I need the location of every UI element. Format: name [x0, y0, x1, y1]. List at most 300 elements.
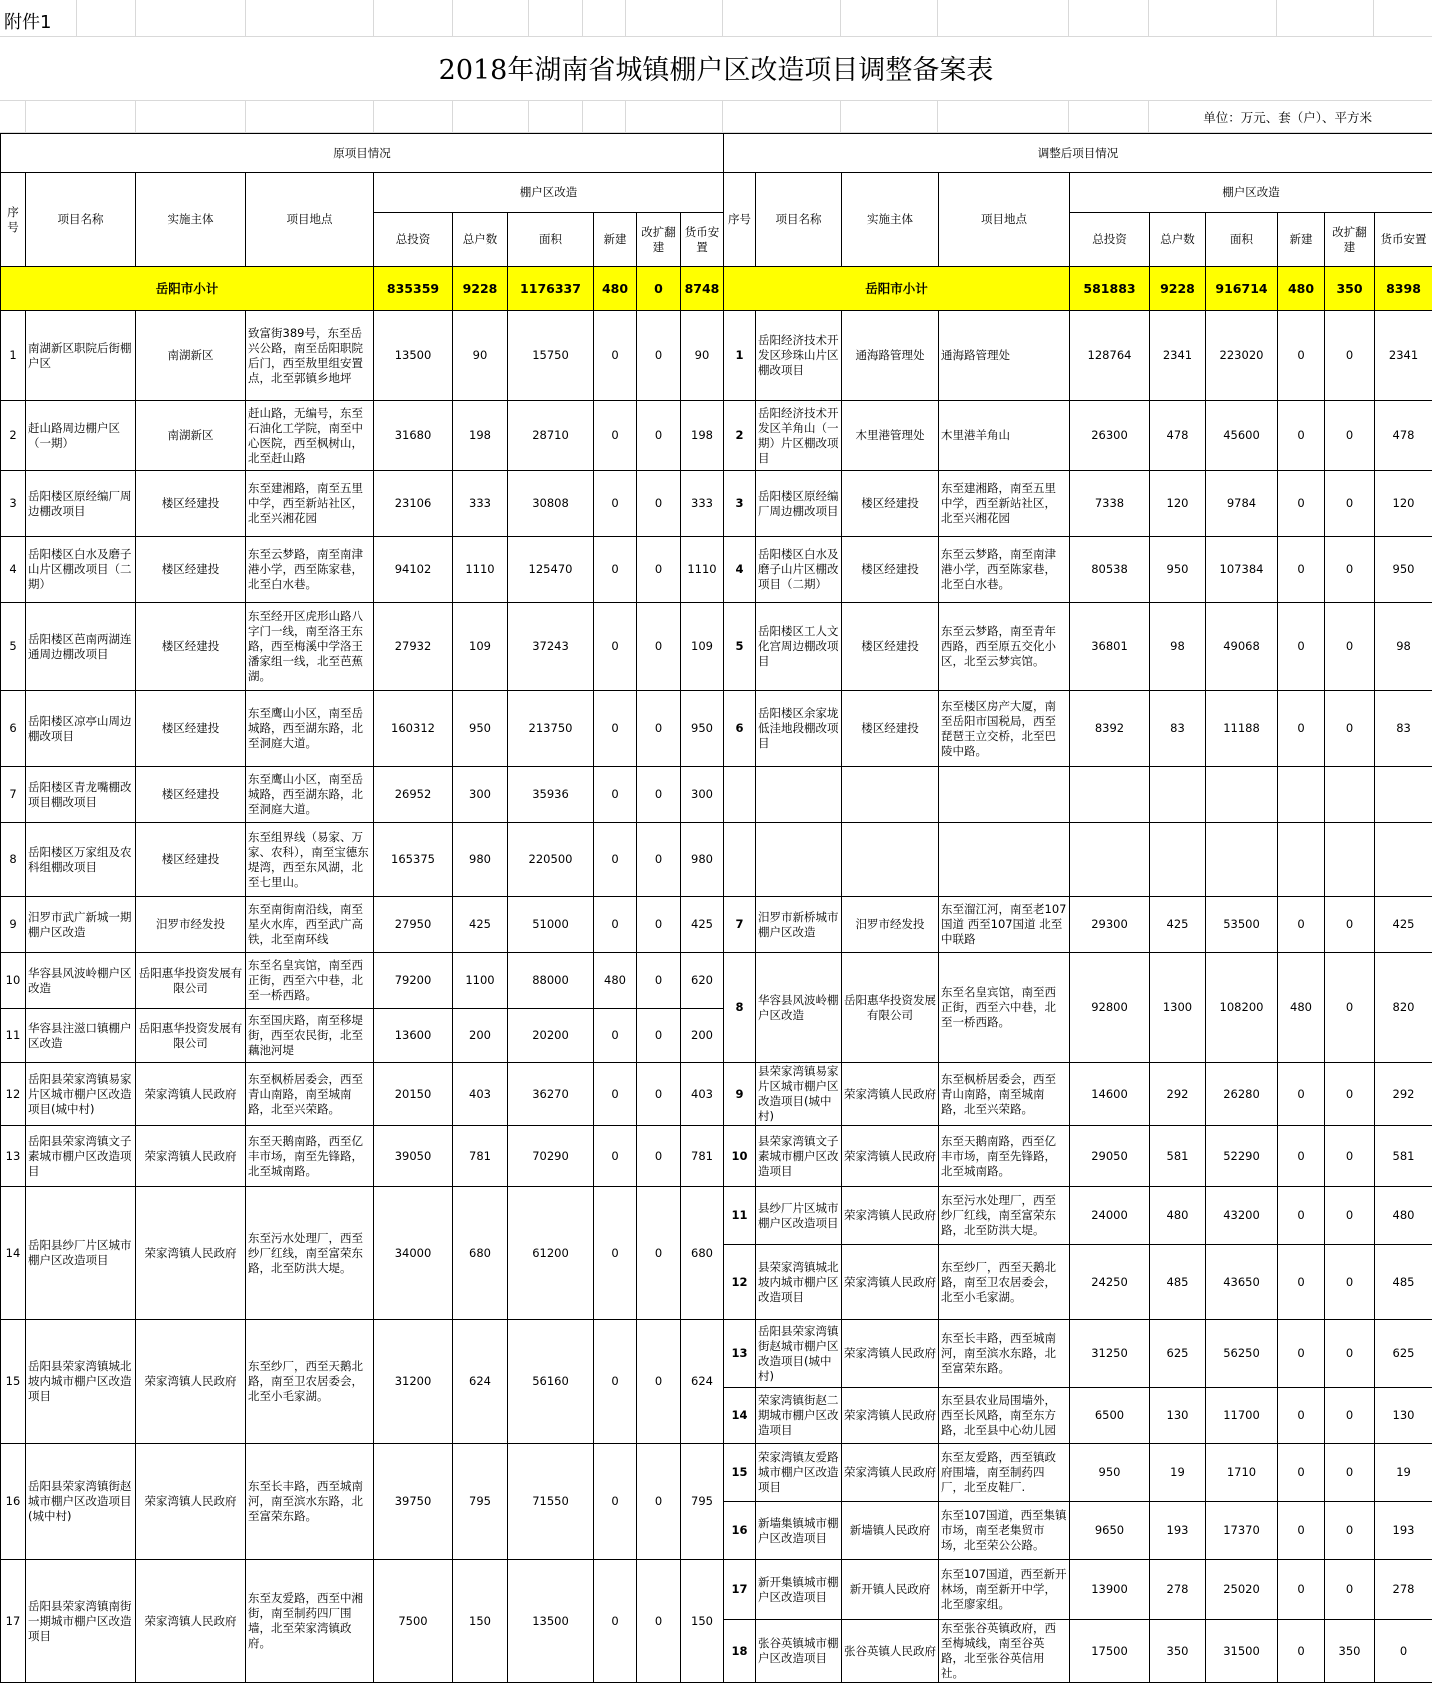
- row-name: 岳阳楼区青龙嘴棚改项目棚改项目: [26, 767, 136, 823]
- row-invest: 79200: [374, 953, 453, 1009]
- row-area: 43650: [1206, 1245, 1278, 1320]
- row-name: 华容县风波岭棚户区改造: [756, 953, 842, 1063]
- row-location: 东至国庆路，南至移堤街，西至农民街，北至藕池河堤: [246, 1009, 374, 1063]
- row-households: 950: [453, 691, 508, 767]
- row-name: 岳阳县荣家湾镇街赵城市棚户区改造项目(城中村): [26, 1444, 136, 1560]
- row-rebuild: 0: [637, 953, 681, 1009]
- row-households: 98: [1150, 603, 1206, 691]
- subtotal-value: 0: [637, 267, 681, 311]
- row-invest: 39050: [374, 1126, 453, 1187]
- row-invest: 36801: [1070, 603, 1150, 691]
- row-area: 45600: [1206, 401, 1278, 471]
- row-rebuild: 0: [637, 691, 681, 767]
- subtotal-value: 8748: [681, 267, 724, 311]
- row-org: 岳阳惠华投资发展有限公司: [136, 1009, 246, 1063]
- row-name: 华容县风波岭棚户区改造: [26, 953, 136, 1009]
- row-name: 县荣家湾镇文子素城市棚户区改造项目: [756, 1126, 842, 1187]
- empty-cell: [1150, 767, 1206, 823]
- row-cash: 624: [681, 1320, 724, 1444]
- empty-cell: [1150, 823, 1206, 897]
- row-area: 15750: [508, 311, 594, 401]
- empty-cell: [756, 767, 842, 823]
- row-org: 楼区经建投: [136, 603, 246, 691]
- subtotal-value: 835359: [374, 267, 453, 311]
- households-header: 总户数: [453, 213, 508, 267]
- row-area: 71550: [508, 1444, 594, 1560]
- row-name: 岳阳楼区万家组及农科组棚改项目: [26, 823, 136, 897]
- row-location: 东至经开区虎形山路八字门一线，南至洛王东路，西至梅溪中学洛王潘家组一线，北至芭蕉湖。: [246, 603, 374, 691]
- row-new: 0: [1278, 1187, 1325, 1245]
- row-name: 汨罗市新桥城市棚户区改造: [756, 897, 842, 953]
- row-households: 350: [1150, 1620, 1206, 1683]
- name-header-right: 项目名称: [756, 173, 842, 267]
- invest-header: 总投资: [374, 213, 453, 267]
- row-org: 岳阳惠华投资发展有限公司: [136, 953, 246, 1009]
- row-location: 东至名皇宾馆，南至西正街，西至六中巷，北至一桥西路。: [939, 953, 1070, 1063]
- subtotal-label-right: 岳阳市小计: [724, 267, 1070, 311]
- row-rebuild: 0: [637, 471, 681, 537]
- row-area: 213750: [508, 691, 594, 767]
- row-name: 县荣家湾镇城北坡内城市棚户区改造项目: [756, 1245, 842, 1320]
- row-invest: 20150: [374, 1063, 453, 1126]
- row-location: 致富街389号，东至岳兴公路，南至岳阳职院后门，西至敖里组安置点，北至郭镇乡地坪: [246, 311, 374, 401]
- row-name: 汨罗市武广新城一期棚户区改造: [26, 897, 136, 953]
- row-invest: 14600: [1070, 1063, 1150, 1126]
- row-rebuild: 0: [1325, 1388, 1375, 1444]
- row-new: 0: [1278, 471, 1325, 537]
- row-households: 425: [453, 897, 508, 953]
- row-org: 楼区经建投: [842, 471, 939, 537]
- row-invest: 94102: [374, 537, 453, 603]
- row-org: 楼区经建投: [136, 471, 246, 537]
- row-seq: 13: [1, 1126, 26, 1187]
- row-new: 0: [594, 1009, 637, 1063]
- name-header: 项目名称: [26, 173, 136, 267]
- row-org: 荣家湾镇人民政府: [842, 1187, 939, 1245]
- row-new: 0: [594, 1187, 637, 1320]
- row-area: 125470: [508, 537, 594, 603]
- row-cash: 333: [681, 471, 724, 537]
- new-header-right: 新建: [1278, 213, 1325, 267]
- row-new: 0: [1278, 401, 1325, 471]
- row-location: 东至云梦路，南至青年西路，西至原五交化小区，北至云梦宾馆。: [939, 603, 1070, 691]
- row-invest: 17500: [1070, 1620, 1150, 1683]
- table-row: [1, 1560, 1432, 1620]
- row-location: 东至污水处理厂，西至纱厂红线，南至富荣东路，北至防洪大堤。: [246, 1187, 374, 1320]
- row-rebuild: 0: [1325, 1560, 1375, 1620]
- row-rebuild: 0: [1325, 953, 1375, 1063]
- row-households: 425: [1150, 897, 1206, 953]
- loc-header: 项目地点: [246, 173, 374, 267]
- row-invest: 92800: [1070, 953, 1150, 1063]
- table-row: [1, 897, 1432, 953]
- rebuild-header: 改扩翻建: [637, 213, 681, 267]
- subtotal-value-right: 9228: [1150, 267, 1206, 311]
- cash-header: 货币安置: [681, 213, 724, 267]
- row-cash: 83: [1375, 691, 1432, 767]
- row-cash: 130: [1375, 1388, 1432, 1444]
- row-seq: 7: [1, 767, 26, 823]
- row-rebuild: 0: [637, 767, 681, 823]
- row-new: 0: [1278, 1388, 1325, 1444]
- row-org: 楼区经建投: [842, 537, 939, 603]
- row-area: 35936: [508, 767, 594, 823]
- row-new: 0: [1278, 1126, 1325, 1187]
- row-cash: 820: [1375, 953, 1432, 1063]
- row-location: 东至枫桥居委会，西至青山南路，南至城南路，北至兴荣路。: [246, 1063, 374, 1126]
- table-row: [1, 767, 1432, 823]
- row-area: 70290: [508, 1126, 594, 1187]
- row-org: 楼区经建投: [842, 691, 939, 767]
- row-1: [0, 0, 1432, 37]
- row-rebuild: 0: [1325, 1245, 1375, 1320]
- row-households: 980: [453, 823, 508, 897]
- row-households: 90: [453, 311, 508, 401]
- row-rebuild: 0: [637, 897, 681, 953]
- row-name: 新开集镇城市棚户区改造项目: [756, 1560, 842, 1620]
- row-location: 东至鹰山小区，南至岳城路，西至湖东路，北至洞庭大道。: [246, 691, 374, 767]
- row-location: 东至天鹅南路，西至亿丰市场，南至先锋路，北至城南路。: [939, 1126, 1070, 1187]
- row-rebuild: 0: [637, 537, 681, 603]
- row-new: 0: [594, 691, 637, 767]
- subtotal-label: 岳阳市小计: [1, 267, 374, 311]
- row-name: 县纱厂片区城市棚户区改造项目: [756, 1187, 842, 1245]
- row-households: 193: [1150, 1502, 1206, 1560]
- unit-label: 单位：万元、套（户）、平方米: [1203, 108, 1372, 126]
- empty-cell: [1206, 767, 1278, 823]
- row-invest: 27932: [374, 603, 453, 691]
- adj-section-header: 调整后项目情况: [724, 134, 1432, 173]
- row-area: 28710: [508, 401, 594, 471]
- row-rebuild: 0: [1325, 401, 1375, 471]
- row-households: 480: [1150, 1187, 1206, 1245]
- row-seq: 15: [1, 1320, 26, 1444]
- table-body: [1, 311, 1432, 1683]
- row-new: 0: [1278, 1444, 1325, 1502]
- row-seq: 9: [724, 1063, 756, 1126]
- row-households: 2341: [1150, 311, 1206, 401]
- row-name: 岳阳楼区凉亭山周边棚改项目: [26, 691, 136, 767]
- row-location: 通海路管理处: [939, 311, 1070, 401]
- row-rebuild: 0: [1325, 1187, 1375, 1245]
- subtotal-value-right: 350: [1325, 267, 1375, 311]
- table-row: [1, 401, 1432, 471]
- row-new: 0: [594, 1320, 637, 1444]
- table-row: [1, 471, 1432, 537]
- row-households: 120: [1150, 471, 1206, 537]
- row-rebuild: 0: [637, 311, 681, 401]
- row-org: 新开镇人民政府: [842, 1560, 939, 1620]
- seq-header-right: 序号: [724, 173, 756, 267]
- row-new: 0: [1278, 537, 1325, 603]
- row-invest: 13900: [1070, 1560, 1150, 1620]
- row-location: 东至友爱路，西至镇政府围墙，南至制药四厂，北至皮鞋厂.: [939, 1444, 1070, 1502]
- empty-cell: [1206, 823, 1278, 897]
- row-area: 51000: [508, 897, 594, 953]
- row-households: 198: [453, 401, 508, 471]
- row-invest: 6500: [1070, 1388, 1150, 1444]
- row-cash: 0: [1375, 1620, 1432, 1683]
- table-row: [1, 953, 1432, 1009]
- row-seq: 11: [724, 1187, 756, 1245]
- table-row: [1, 603, 1432, 691]
- row-rebuild: 0: [637, 1560, 681, 1683]
- attachment-label: 附件1: [4, 8, 51, 34]
- row-name: 岳阳县荣家湾镇南街一期城市棚户区改造项目: [26, 1560, 136, 1683]
- row-cash: 292: [1375, 1063, 1432, 1126]
- row-cash: 581: [1375, 1126, 1432, 1187]
- row-rebuild: 0: [1325, 1063, 1375, 1126]
- org-header-right: 实施主体: [842, 173, 939, 267]
- row-cash: 278: [1375, 1560, 1432, 1620]
- empty-cell: [842, 767, 939, 823]
- data-table-wrapper: [0, 133, 1432, 1683]
- row-cash: 425: [1375, 897, 1432, 953]
- row-name: 岳阳县荣家湾镇街赵城市棚户区改造项目(城中村): [756, 1320, 842, 1388]
- row-org: 楼区经建投: [136, 823, 246, 897]
- row-households: 581: [1150, 1126, 1206, 1187]
- empty-cell: [1278, 767, 1325, 823]
- empty-cell: [1325, 767, 1375, 823]
- row-invest: 26952: [374, 767, 453, 823]
- subtotal-value-right: 916714: [1206, 267, 1278, 311]
- row-seq: 6: [724, 691, 756, 767]
- row-org: 木里港管理处: [842, 401, 939, 471]
- row-location: 东至建湘路，南至五里中学，西至新站社区，北至兴湘花园: [246, 471, 374, 537]
- row-name: 岳阳楼区原经编厂周边棚改项目: [26, 471, 136, 537]
- row-cash: 485: [1375, 1245, 1432, 1320]
- row-invest: 80538: [1070, 537, 1150, 603]
- row-name: 荣家湾镇友爱路城市棚户区改造项目: [756, 1444, 842, 1502]
- row-location: 东至长丰路，西至城南河，南至滨水东路，北至富荣东路。: [246, 1444, 374, 1560]
- row-cash: 90: [681, 311, 724, 401]
- row-name: 岳阳县荣家湾镇文子素城市棚户区改造项目: [26, 1126, 136, 1187]
- row-invest: 29300: [1070, 897, 1150, 953]
- row-location: 东至南街南沿线，南至星火水库，西至武广高铁，北至南环线: [246, 897, 374, 953]
- row-org: 荣家湾镇人民政府: [842, 1245, 939, 1320]
- row-rebuild: 0: [637, 1126, 681, 1187]
- row-new: 0: [594, 897, 637, 953]
- shed-header-right: 棚户区改造: [1070, 173, 1432, 213]
- row-cash: 950: [681, 691, 724, 767]
- row-location: 东至污水处理厂，西至纱厂红线，南至富荣东路，北至防洪大堤。: [939, 1187, 1070, 1245]
- row-invest: 7338: [1070, 471, 1150, 537]
- row-location: 东至107国道，西至新开林场，南至新开中学，北至廖家组。: [939, 1560, 1070, 1620]
- row-name: 赶山路周边棚户区（一期）: [26, 401, 136, 471]
- row-area: 52290: [1206, 1126, 1278, 1187]
- row-rebuild: 0: [637, 1320, 681, 1444]
- row-area: 88000: [508, 953, 594, 1009]
- empty-cell: [1278, 823, 1325, 897]
- row-seq: 8: [724, 953, 756, 1063]
- row-households: 624: [453, 1320, 508, 1444]
- row-area: 20200: [508, 1009, 594, 1063]
- row-area: 30808: [508, 471, 594, 537]
- row-org: 荣家湾镇人民政府: [842, 1444, 939, 1502]
- row-rebuild: 0: [1325, 1126, 1375, 1187]
- row-invest: 8392: [1070, 691, 1150, 767]
- row-new: 0: [1278, 1245, 1325, 1320]
- row-rebuild: 0: [1325, 897, 1375, 953]
- row-area: 223020: [1206, 311, 1278, 401]
- row-org: 新墙镇人民政府: [842, 1502, 939, 1560]
- row-location: 东至溜江河，南至老107国道 西至107国道 北至中联路: [939, 897, 1070, 953]
- row-rebuild: 0: [637, 1187, 681, 1320]
- row-cash: 2341: [1375, 311, 1432, 401]
- row-invest: 39750: [374, 1444, 453, 1560]
- table-row: [1, 311, 1432, 401]
- row-households: 680: [453, 1187, 508, 1320]
- subtotal-value: 9228: [453, 267, 508, 311]
- row-area: 37243: [508, 603, 594, 691]
- row-seq: 18: [724, 1620, 756, 1683]
- page-title: 2018年湖南省城镇棚户区改造项目调整备案表: [0, 48, 1432, 87]
- row-cash: 480: [1375, 1187, 1432, 1245]
- row-new: 0: [1278, 603, 1325, 691]
- empty-cell: [1070, 823, 1150, 897]
- row-org: 荣家湾镇人民政府: [842, 1063, 939, 1126]
- row-cash: 795: [681, 1444, 724, 1560]
- row-rebuild: 0: [637, 1063, 681, 1126]
- row-new: 0: [594, 537, 637, 603]
- row-seq: 10: [1, 953, 26, 1009]
- row-org: 楼区经建投: [136, 691, 246, 767]
- row-name: 岳阳经济技术开发区珍珠山片区棚改项目: [756, 311, 842, 401]
- row-name: 岳阳楼区芭南两湖连通周边棚改项目: [26, 603, 136, 691]
- row-seq: 5: [724, 603, 756, 691]
- row-area: 43200: [1206, 1187, 1278, 1245]
- table-row: [1, 1187, 1432, 1245]
- table-row: [1, 1320, 1432, 1388]
- row-seq: 10: [724, 1126, 756, 1187]
- row-org: 楼区经建投: [136, 767, 246, 823]
- row-name: 岳阳县荣家湾镇城北坡内城市棚户区改造项目: [26, 1320, 136, 1444]
- row-area: 220500: [508, 823, 594, 897]
- row-location: 木里港羊角山: [939, 401, 1070, 471]
- row-rebuild: 0: [1325, 537, 1375, 603]
- row-new: 0: [594, 471, 637, 537]
- row-org: 南湖新区: [136, 401, 246, 471]
- row-location: 东至纱厂，西至天鹅北路，南至卫农居委会，北至小毛家湖。: [939, 1245, 1070, 1320]
- row-name: 张谷英镇城市棚户区改造项目: [756, 1620, 842, 1683]
- row-invest: 13500: [374, 311, 453, 401]
- row-seq: 16: [1, 1444, 26, 1560]
- row-seq: 5: [1, 603, 26, 691]
- row-new: 0: [594, 1063, 637, 1126]
- row-seq: 7: [724, 897, 756, 953]
- row-location: 东至云梦路，南至南津港小学，西至陈家巷，北至白水巷。: [246, 537, 374, 603]
- row-rebuild: 0: [1325, 1502, 1375, 1560]
- row-rebuild: 0: [1325, 1320, 1375, 1388]
- row-seq: 17: [724, 1560, 756, 1620]
- row-invest: 31680: [374, 401, 453, 471]
- row-org: 汨罗市经发投: [136, 897, 246, 953]
- row-cash: 478: [1375, 401, 1432, 471]
- row-cash: 950: [1375, 537, 1432, 603]
- row-seq: 13: [724, 1320, 756, 1388]
- row-name: 岳阳县荣家湾镇易家片区城市棚户区改造项目(城中村): [26, 1063, 136, 1126]
- row-org: 荣家湾镇人民政府: [136, 1444, 246, 1560]
- row-location: 东至纱厂，西至天鹅北路，南至卫农居委会，北至小毛家湖。: [246, 1320, 374, 1444]
- empty-cell: [1070, 767, 1150, 823]
- row-area: 31500: [1206, 1620, 1278, 1683]
- row-new: 0: [594, 1560, 637, 1683]
- row-households: 1100: [453, 953, 508, 1009]
- orig-section-header: 原项目情况: [1, 134, 724, 173]
- row-new: 0: [1278, 311, 1325, 401]
- row-rebuild: 0: [637, 1444, 681, 1560]
- row-area: 17370: [1206, 1502, 1278, 1560]
- row-households: 1300: [1150, 953, 1206, 1063]
- row-invest: 160312: [374, 691, 453, 767]
- row-rebuild: 0: [1325, 691, 1375, 767]
- row-households: 200: [453, 1009, 508, 1063]
- row-seq: 3: [1, 471, 26, 537]
- empty-cell: [939, 823, 1070, 897]
- cash-header-right: 货币安置: [1375, 213, 1432, 267]
- row-seq: 11: [1, 1009, 26, 1063]
- row-area: 26280: [1206, 1063, 1278, 1126]
- row-households: 300: [453, 767, 508, 823]
- row-cash: 109: [681, 603, 724, 691]
- empty-cell: [1375, 823, 1432, 897]
- row-new: 0: [1278, 1560, 1325, 1620]
- row-seq: 2: [724, 401, 756, 471]
- table-row: [1, 1126, 1432, 1187]
- row-org: 荣家湾镇人民政府: [136, 1560, 246, 1683]
- new-header: 新建: [594, 213, 637, 267]
- subtotal-value: 1176337: [508, 267, 594, 311]
- row-org: 荣家湾镇人民政府: [842, 1388, 939, 1444]
- row-new: 0: [594, 1444, 637, 1560]
- row-rebuild: 0: [637, 823, 681, 897]
- area-header-right: 面积: [1206, 213, 1278, 267]
- row-households: 795: [453, 1444, 508, 1560]
- data-table: [0, 133, 1432, 1683]
- row-seq: 14: [724, 1388, 756, 1444]
- row-seq: 12: [1, 1063, 26, 1126]
- row-location: 东至建湘路，南至五里中学，西至新站社区，北至兴湘花园: [939, 471, 1070, 537]
- row-seq: 12: [724, 1245, 756, 1320]
- row-new: 0: [1278, 1502, 1325, 1560]
- invest-header-right: 总投资: [1070, 213, 1150, 267]
- row-location: 东至张谷英镇政府，西至梅城线，南至谷英路，北至张谷英信用社。: [939, 1620, 1070, 1683]
- row-org: 荣家湾镇人民政府: [842, 1320, 939, 1388]
- row-org: 南湖新区: [136, 311, 246, 401]
- row-name: 岳阳楼区原经编厂周边棚改项目: [756, 471, 842, 537]
- row-area: 1710: [1206, 1444, 1278, 1502]
- row-invest: 23106: [374, 471, 453, 537]
- row-households: 333: [453, 471, 508, 537]
- row-rebuild: 0: [1325, 1444, 1375, 1502]
- row-location: 赶山路，无编号，东至石油化工学院，南至中心医院，西至枫树山，北至赶山路: [246, 401, 374, 471]
- row-org: 楼区经建投: [842, 603, 939, 691]
- row-seq: 4: [724, 537, 756, 603]
- row-name: 县荣家湾镇易家片区城市棚户区改造项目(城中村): [756, 1063, 842, 1126]
- row-households: 109: [453, 603, 508, 691]
- row-new: 0: [594, 603, 637, 691]
- row-cash: 425: [681, 897, 724, 953]
- row-invest: 27950: [374, 897, 453, 953]
- row-org: 张谷英镇人民政府: [842, 1620, 939, 1683]
- row-invest: 9650: [1070, 1502, 1150, 1560]
- row-invest: 13600: [374, 1009, 453, 1063]
- row-new: 0: [1278, 1620, 1325, 1683]
- row-households: 292: [1150, 1063, 1206, 1126]
- row-new: 0: [1278, 1320, 1325, 1388]
- seq-header: 序号: [1, 173, 26, 267]
- row-cash: 200: [681, 1009, 724, 1063]
